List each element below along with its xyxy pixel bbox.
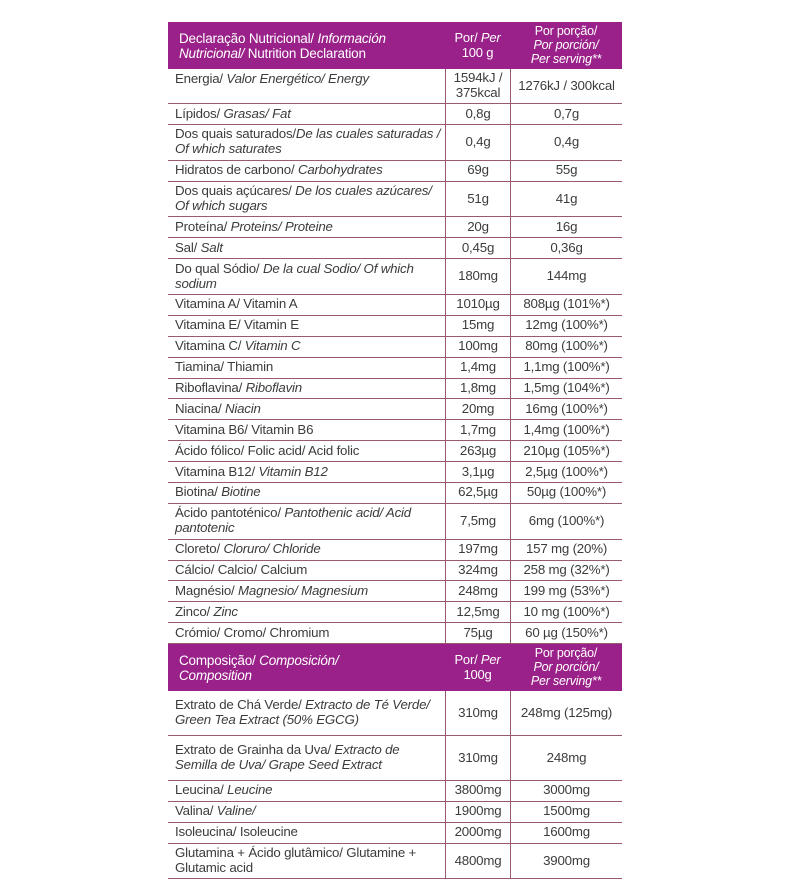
text-part: Isoleucina/ Isoleucine	[175, 824, 298, 840]
value-per-100g: 7,5mg	[445, 504, 510, 539]
table-row	[168, 125, 622, 161]
text-part: Vitamina B12/	[175, 463, 259, 479]
table-row	[168, 441, 622, 462]
text-part: De la cual Sodio/ Of which sodium	[175, 260, 414, 291]
nutrient-label	[168, 504, 445, 539]
table-row	[168, 802, 622, 823]
text-part: Ácido fólico/ Folic acid/ Acid folic	[175, 442, 360, 458]
text-part: De las cuales saturadas / Of which saturates	[175, 126, 441, 157]
value-per-serving: 50µg (100%*)	[510, 483, 622, 503]
value-per-serving: 41g	[510, 182, 622, 217]
value-per-serving: 157 mg (20%)	[510, 540, 622, 560]
value-per-serving: 2,5µg (100%*)	[510, 462, 622, 482]
value-per-serving: 10 mg (100%*)	[510, 602, 622, 622]
text-part: Información	[317, 30, 386, 46]
value-per-serving: 1500mg	[510, 802, 622, 822]
nutrient-label	[168, 182, 445, 217]
table-row	[168, 691, 622, 736]
nutrient-label	[168, 238, 445, 258]
text-part: Energia/	[175, 70, 227, 86]
text-part: Por porção/	[534, 646, 598, 661]
table-row	[168, 182, 622, 218]
header-per-100g	[445, 28, 510, 63]
value-per-100g: 20g	[445, 217, 510, 237]
header-line	[445, 31, 510, 45]
text-part: Vitamina A/ Vitamin A	[175, 296, 298, 312]
text-part: Salt	[200, 239, 223, 255]
table-row	[168, 504, 622, 540]
text-part: Proteína/	[175, 218, 231, 234]
text-part: Composição/	[179, 652, 260, 668]
text-part: Tiamina/ Thiamin	[175, 359, 274, 375]
nutrition-table	[168, 22, 622, 879]
text-part: Do qual Sódio/	[175, 260, 263, 276]
text-part: Por porción/	[533, 659, 599, 674]
value-per-100g: 197mg	[445, 540, 510, 560]
text-part: Declaração Nutricional/	[179, 30, 318, 46]
value-per-100g: 12,5mg	[445, 602, 510, 622]
text-part: Leucina/	[175, 782, 228, 798]
text-part: Per serving**	[530, 673, 602, 688]
value-per-100g: 0,4g	[445, 125, 510, 160]
value-per-serving: 1600mg	[510, 823, 622, 843]
section-nutrition-declaration	[168, 22, 622, 644]
text-part: Sal/	[175, 239, 201, 255]
nutrient-label	[168, 623, 445, 643]
text-part: Vitamina E/ Vitamin E	[175, 317, 299, 333]
value-per-100g: 324mg	[445, 561, 510, 581]
nutrient-label	[168, 581, 445, 601]
value-per-100g: 51g	[445, 182, 510, 217]
table-row	[168, 462, 622, 483]
nutrient-label	[168, 399, 445, 419]
value-per-100g: 310mg	[445, 691, 510, 735]
value-per-serving: 0,4g	[510, 125, 622, 160]
value-per-serving: 1276kJ / 300kcal	[510, 69, 622, 103]
text-part: Por porción/	[533, 37, 599, 52]
header-line	[179, 31, 441, 46]
nutrient-label	[168, 691, 445, 735]
table-row	[168, 161, 622, 182]
nutrient-label	[168, 561, 445, 581]
text-part: Extrato de Chá Verde/	[175, 697, 306, 713]
value-per-100g: 75µg	[445, 623, 510, 643]
value-per-100g: 3800mg	[445, 781, 510, 801]
header-line	[510, 675, 622, 689]
nutrient-label	[168, 823, 445, 843]
table-row	[168, 316, 622, 337]
text-part: Lípidos/	[175, 105, 224, 121]
nutrient-label	[168, 462, 445, 482]
text-part: Crómio/ Cromo/ Chromium	[175, 624, 330, 640]
value-per-100g: 1,4mg	[445, 358, 510, 378]
value-per-100g: 2000mg	[445, 823, 510, 843]
nutrient-label	[168, 316, 445, 336]
table-row	[168, 238, 622, 259]
table-row	[168, 561, 622, 582]
nutrient-label	[168, 259, 445, 294]
value-per-100g: 1594kJ / 375kcal	[445, 69, 510, 103]
text-part: Composición/	[259, 652, 339, 668]
value-per-serving: 3900mg	[510, 844, 622, 879]
text-part: Valor Energético/ Energy	[226, 70, 369, 86]
table-row	[168, 259, 622, 295]
value-per-serving: 6mg (100%*)	[510, 504, 622, 539]
table-header	[168, 644, 622, 691]
table-row	[168, 736, 622, 781]
text-part: Cálcio/ Calcio/ Calcium	[175, 562, 308, 578]
table-row	[168, 217, 622, 238]
table-row	[168, 581, 622, 602]
header-line	[510, 661, 622, 675]
text-part: Vitamin B12	[258, 463, 328, 479]
text-part: Magnesio/ Magnesium	[238, 582, 369, 598]
nutrient-label	[168, 217, 445, 237]
value-per-100g: 4800mg	[445, 844, 510, 879]
text-part: Biotine	[221, 484, 261, 500]
table-row	[168, 69, 622, 104]
table-row	[168, 379, 622, 400]
value-per-100g: 69g	[445, 161, 510, 181]
text-part: Per	[480, 652, 501, 668]
value-per-serving: 1,5mg (104%*)	[510, 379, 622, 399]
text-part: Nutrition Declaration	[247, 45, 366, 61]
nutrient-label	[168, 420, 445, 440]
value-per-100g: 1,7mg	[445, 420, 510, 440]
nutrient-label	[168, 379, 445, 399]
nutrient-label	[168, 483, 445, 503]
text-part: Zinco/	[175, 603, 214, 619]
nutrient-label	[168, 540, 445, 560]
value-per-serving: 248mg	[510, 736, 622, 780]
header-per-serving	[510, 22, 622, 69]
nutrient-label	[168, 781, 445, 801]
nutrient-label	[168, 295, 445, 315]
text-part: Carbohydrates	[297, 162, 383, 178]
nutrient-label	[168, 161, 445, 181]
text-part: Por/	[454, 30, 481, 46]
table-row	[168, 781, 622, 802]
text-part: Pantothenic acid/ Acid pantotenic	[175, 505, 411, 536]
value-per-100g: 1010µg	[445, 295, 510, 315]
nutrient-label	[168, 358, 445, 378]
table-row	[168, 337, 622, 358]
nutrient-label	[168, 69, 445, 103]
value-per-serving: 258 mg (32%*)	[510, 561, 622, 581]
header-line	[445, 46, 510, 60]
text-part: Zinc	[213, 603, 238, 619]
text-part: Vitamin C	[244, 338, 301, 354]
value-per-serving: 60 µg (150%*)	[510, 623, 622, 643]
header-line	[179, 668, 441, 683]
text-part: Biotina/	[175, 484, 222, 500]
text-part: Dos quais açúcares/	[175, 183, 296, 199]
value-per-100g: 15mg	[445, 316, 510, 336]
header-line	[179, 653, 441, 668]
nutrient-label	[168, 125, 445, 160]
value-per-serving: 210µg (105%*)	[510, 441, 622, 461]
value-per-100g: 248mg	[445, 581, 510, 601]
table-row	[168, 483, 622, 504]
nutrient-label	[168, 736, 445, 780]
header-line	[510, 25, 622, 39]
text-part: Hidratos de carbono/	[175, 162, 298, 178]
text-part: Proteins/ Proteine	[230, 218, 333, 234]
header-line	[510, 53, 622, 67]
text-part: Per serving**	[530, 51, 602, 66]
value-per-serving: 55g	[510, 161, 622, 181]
value-per-serving: 0,7g	[510, 104, 622, 124]
nutrient-label	[168, 104, 445, 124]
header-line	[445, 653, 510, 667]
table-row	[168, 823, 622, 844]
header-line	[179, 46, 441, 61]
header-per-100g	[445, 650, 510, 685]
value-per-serving: 1,4mg (100%*)	[510, 420, 622, 440]
value-per-100g: 263µg	[445, 441, 510, 461]
header-per-serving	[510, 644, 622, 691]
text-part: Por porção/	[534, 24, 598, 38]
value-per-serving: 3000mg	[510, 781, 622, 801]
value-per-100g: 3,1µg	[445, 462, 510, 482]
nutrient-label	[168, 337, 445, 357]
value-per-100g: 62,5µg	[445, 483, 510, 503]
text-part: Cloreto/	[175, 541, 224, 557]
header-line	[510, 647, 622, 661]
table-row	[168, 358, 622, 379]
table-row	[168, 295, 622, 316]
value-per-serving: 12mg (100%*)	[510, 316, 622, 336]
header-title	[168, 25, 445, 67]
text-part: Por/	[454, 652, 481, 668]
value-per-serving: 16g	[510, 217, 622, 237]
text-part: Extracto de Té Verde/ Green Tea Extract (50% EGCG)	[175, 697, 430, 728]
text-part: Cloruro/ Chloride	[223, 541, 321, 557]
value-per-100g: 0,45g	[445, 238, 510, 258]
text-part: Grasas/ Fat	[223, 105, 291, 121]
text-part: Vitamina B6/ Vitamin B6	[175, 421, 314, 437]
text-part: Glutamina + Ácido glutâmico/ Glutamine + Glutamic acid	[175, 845, 417, 875]
text-part: Valina/	[175, 803, 217, 819]
value-per-100g: 20mg	[445, 399, 510, 419]
text-part: 100 g	[461, 44, 494, 60]
text-part: Magnésio/	[175, 582, 239, 598]
nutrient-label	[168, 602, 445, 622]
header-title	[168, 647, 445, 689]
table-row	[168, 399, 622, 420]
nutrient-label	[168, 441, 445, 461]
value-per-100g: 0,8g	[445, 104, 510, 124]
table-row	[168, 540, 622, 561]
text-part: Extracto de Semilla de Uva/ Grape Seed Extract	[175, 742, 400, 772]
text-part: Composition	[179, 667, 252, 683]
value-per-100g: 1900mg	[445, 802, 510, 822]
text-part: Dos quais saturados/	[175, 126, 296, 142]
table-header	[168, 22, 622, 69]
value-per-100g: 310mg	[445, 736, 510, 780]
value-per-serving: 0,36g	[510, 238, 622, 258]
text-part: Extrato de Grainha da Uva/	[175, 742, 335, 758]
value-per-serving: 16mg (100%*)	[510, 399, 622, 419]
text-part: Nutricional/	[179, 45, 248, 61]
text-part: Valine/	[216, 803, 256, 819]
text-part: Niacin	[224, 400, 261, 416]
value-per-100g: 180mg	[445, 259, 510, 294]
value-per-serving: 80mg (100%*)	[510, 337, 622, 357]
section-composition	[168, 644, 622, 879]
value-per-serving: 199 mg (53%*)	[510, 581, 622, 601]
text-part: De los cuales azúcares/ Of which sugars	[175, 183, 432, 213]
text-part: Vitamina C/	[175, 338, 245, 354]
table-row	[168, 420, 622, 441]
text-part: Per	[480, 30, 501, 46]
table-row	[168, 602, 622, 623]
text-part: 100g	[463, 666, 492, 682]
value-per-100g: 1,8mg	[445, 379, 510, 399]
text-part: Leucine	[227, 782, 273, 798]
table-row	[168, 104, 622, 125]
text-part: Riboflavin	[245, 380, 302, 395]
header-line	[445, 668, 510, 682]
value-per-serving: 808µg (101%*)	[510, 295, 622, 315]
header-line	[510, 39, 622, 53]
value-per-serving: 248mg (125mg)	[510, 691, 622, 735]
value-per-100g: 100mg	[445, 337, 510, 357]
text-part: Niacina/	[175, 400, 225, 416]
value-per-serving: 1,1mg (100%*)	[510, 358, 622, 378]
nutrient-label	[168, 802, 445, 822]
nutrient-label	[168, 844, 445, 879]
table-row	[168, 844, 622, 879]
value-per-serving: 144mg	[510, 259, 622, 294]
text-part: Ácido pantoténico/	[175, 505, 285, 521]
text-part: Riboflavina/	[175, 380, 246, 395]
table-row	[168, 623, 622, 644]
